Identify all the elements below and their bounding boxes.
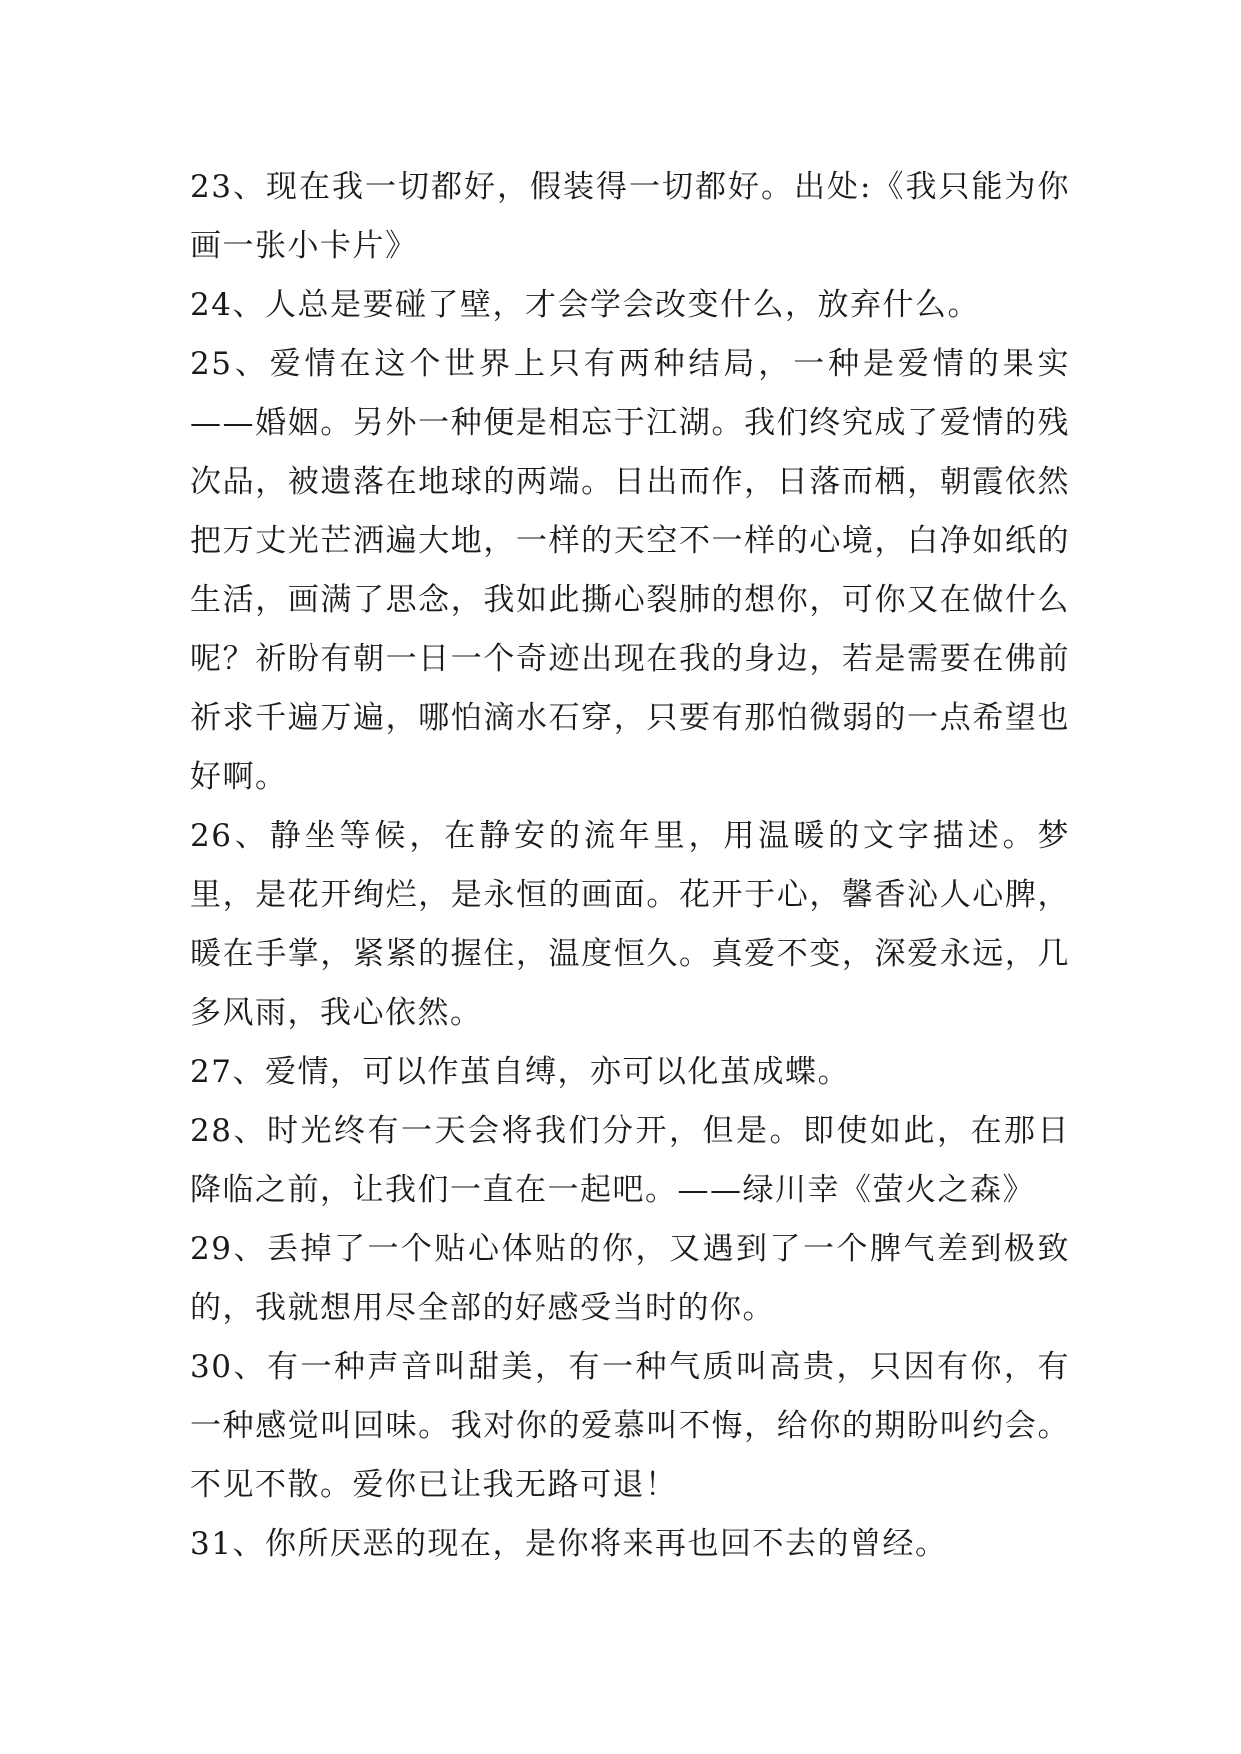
quote-entry-30: 30、有一种声音叫甜美，有一种气质叫高贵，只因有你，有一种感觉叫回味。我对你的爱慕叫不悔，给你的期盼叫约会。不见不散。爱你已让我无路可退！ — [190, 1349, 1070, 1503]
quote-entry-28: 28、时光终有一天会将我们分开，但是。即使如此，在那日降临之前，让我们一直在一起吧。——绿川幸《萤火之森》 — [190, 1113, 1070, 1208]
quote-entry-26: 26、静坐等候，在静安的流年里，用温暖的文字描述。梦里，是花开绚烂，是永恒的画面。花开于心，馨香沁人心脾，暖在手掌，紧紧的握住，温度恒久。真爱不变，深爱永远，几多风雨，我心依然。 — [190, 818, 1070, 1031]
quote-entry-25: 25、爱情在这个世界上只有两种结局，一种是爱情的果实——婚姻。另外一种便是相忘于江湖。我们终究成了爱情的残次品，被遗落在地球的两端。日出而作，日落而栖，朝霞依然把万丈光芒洒遍大地，一样的天空不一样的心境，白净如纸的生活，画满了思念，我如此撕心裂肺的想你，可你又在做什么呢？祈盼有朝一日一个奇迹出现在我的身边，若是需要在佛前祈求千遍万遍，哪怕滴水石穿，只要有那怕微弱的一点希望也好啊。 — [190, 346, 1070, 795]
document-body — [190, 158, 1070, 1574]
quote-entry-31: 31、你所厌恶的现在，是你将来再也回不去的曾经。 — [190, 1526, 948, 1562]
quote-entry-24: 24、人总是要碰了壁，才会学会改变什么，放弃什么。 — [190, 287, 980, 323]
quote-entry-23: 23、现在我一切都好，假装得一切都好。出处:《我只能为你画一张小卡片》 — [190, 169, 1070, 264]
quote-entry-29: 29、丢掉了一个贴心体贴的你，又遇到了一个脾气差到极致的，我就想用尽全部的好感受当时的你。 — [190, 1231, 1070, 1326]
quote-entry-27: 27、爱情，可以作茧自缚，亦可以化茧成蝶。 — [190, 1054, 850, 1090]
